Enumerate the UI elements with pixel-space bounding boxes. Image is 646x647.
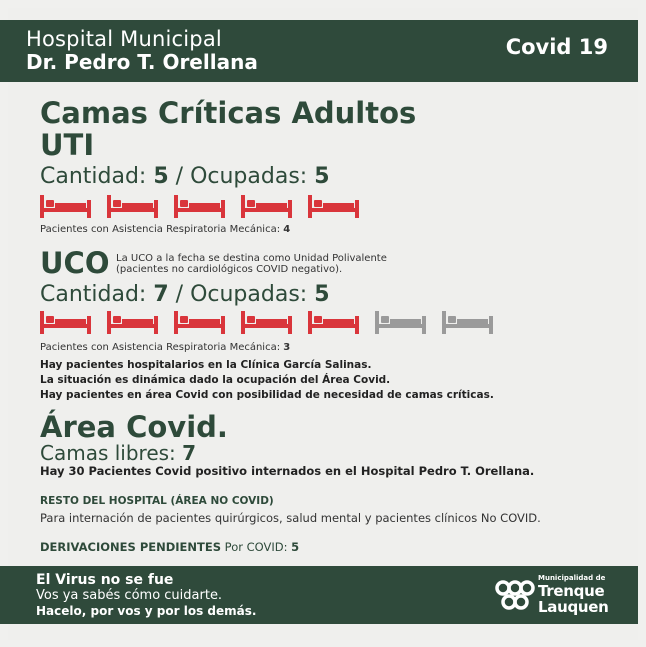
hospital-name-line1: Hospital Municipal [26,27,222,51]
uco-ocupadas-label: / Ocupadas: [175,282,308,307]
uco-bed-occupied-icon [40,310,91,334]
uco-bed-occupied-icon [174,310,225,334]
footer-banner [0,566,638,624]
uco-note [116,253,387,275]
resto-title: RESTO DEL HOSPITAL (ÁREA NO COVID) [40,495,274,507]
uti-bed-occupied-icon [241,194,292,218]
uco-title: UCO [40,246,110,280]
camas-libres-line [40,441,196,465]
uco-cantidad-value: 7 [153,282,169,307]
uco-count-line [40,282,330,307]
uti-count-line [40,164,330,189]
municipality-logo [494,572,624,618]
uco-note-b: La situación es dinámica dado la ocupación del Área Covid. [40,374,391,386]
uti-ocupadas-label: / Ocupadas: [175,164,308,189]
uco-notes [40,358,494,403]
uti-arm-label: Pacientes con Asistencia Respiratoria Mecánica: [40,224,281,235]
derivaciones-sub: Por COVID: [224,540,288,554]
uco-bed-occupied-icon [241,310,292,334]
derivaciones-label: DERIVACIONES PENDIENTES [40,540,222,554]
uco-note-c: Hay pacientes en área Covid con posibilidad de necesidad de camas críticas. [40,389,494,401]
footer-line3: Hacelo, por vos y por los demás. [36,604,257,618]
hospital-name-line2: Dr. Pedro T. Orellana [26,50,258,74]
uco-bed-occupied-icon [308,310,359,334]
resto-text: Para internación de pacientes quirúrgicos, salud mental y pacientes clínicos No COVID. [40,511,541,525]
covid-badge: Covid 19 [505,35,608,59]
uco-arm-line [40,342,290,353]
uco-bed-occupied-icon [107,310,158,334]
header-banner [0,20,638,82]
uti-bed-occupied-icon [107,194,158,218]
logo-text-line2: Lauquen [538,598,609,616]
logo-small-text: Municipalidad de [538,574,606,582]
uco-ocupadas-value: 5 [314,282,330,307]
footer-line1: El Virus no se fue [36,572,174,588]
uti-ocupadas-value: 5 [314,164,330,189]
uti-bed-occupied-icon [174,194,225,218]
uco-note-line1: La UCO a la fecha se destina como Unidad Polivalente [116,253,387,264]
uti-cantidad-value: 5 [153,164,169,189]
uco-arm-value: 3 [283,342,291,353]
uti-bed-occupied-icon [308,194,359,218]
uti-title1: Camas Críticas Adultos [40,96,417,130]
logo-text-line1: Trenque [538,582,605,600]
uti-cantidad-label: Cantidad: [40,164,147,189]
uco-note-line2: (pacientes no cardiológicos COVID negativo). [116,264,343,275]
footer-line2: Vos ya sabés cómo cuidarte. [36,588,223,603]
uco-bed-free-icon [375,310,426,334]
uco-bed-free-icon [442,310,493,334]
uco-arm-label: Pacientes con Asistencia Respiratoria Mecánica: [40,342,281,353]
uti-bed-occupied-icon [40,194,91,218]
derivaciones-line [40,540,299,554]
derivaciones-value: 5 [291,540,300,554]
area-covid-title: Área Covid. [40,410,228,444]
logo-rings-icon [494,578,536,614]
uco-note-a: Hay pacientes hospitalarios en la Clínica García Salinas. [40,359,372,371]
uti-arm-line [40,224,290,235]
uti-arm-value: 4 [283,224,291,235]
camas-libres-value: 7 [182,441,197,465]
camas-libres-label: Camas libres: [40,441,176,465]
area-covid-line: Hay 30 Pacientes Covid positivo internados en el Hospital Pedro T. Orellana. [40,464,535,478]
uti-title2: UTI [40,128,95,162]
uco-beds [40,310,493,334]
uti-beds [40,194,359,218]
uco-cantidad-label: Cantidad: [40,282,147,307]
